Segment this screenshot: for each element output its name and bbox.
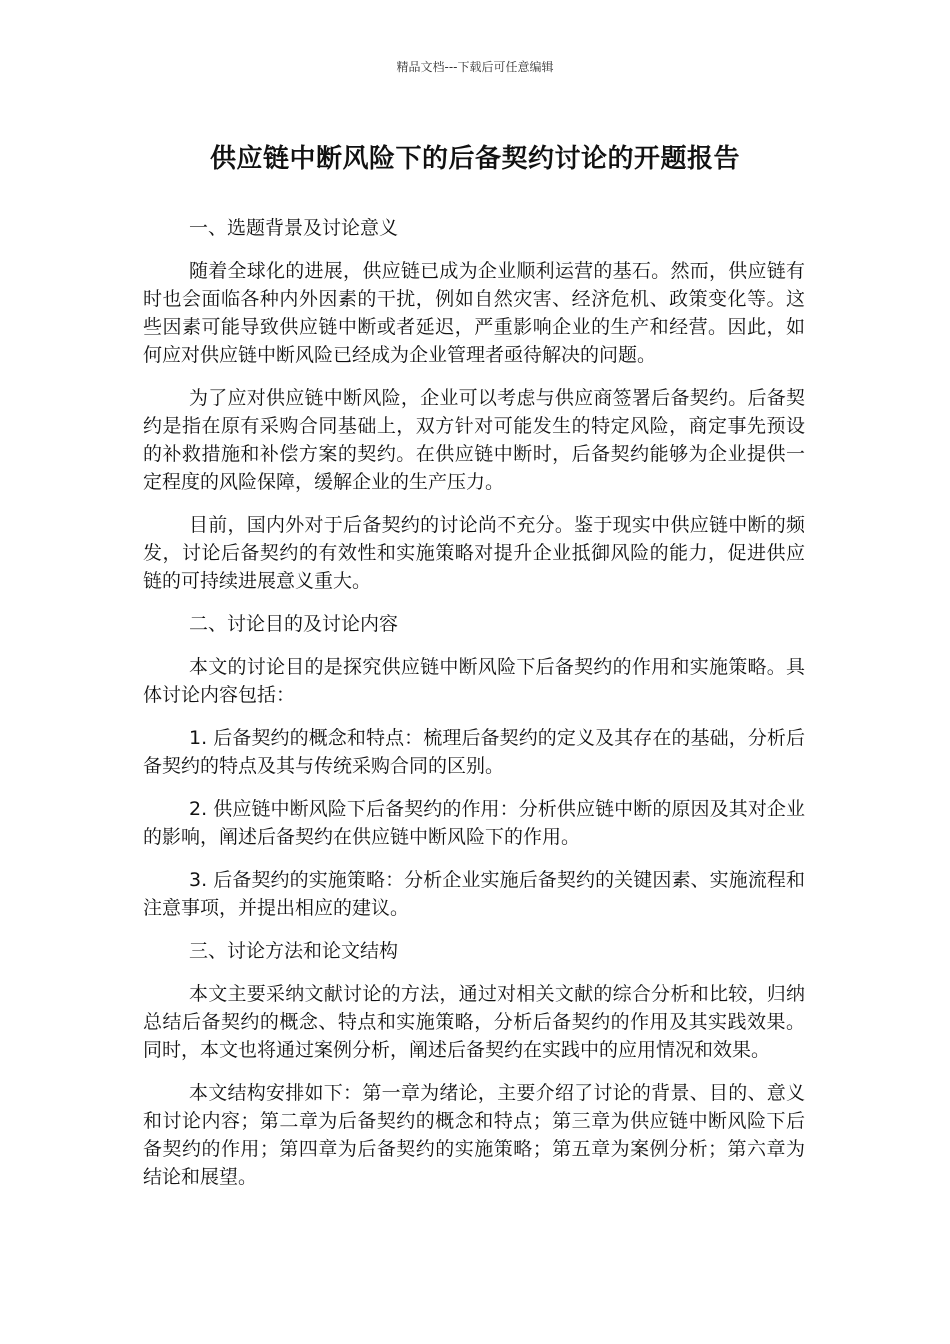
header-note: 精品文档---下载后可任意编辑 [396, 60, 554, 74]
section-background [143, 214, 805, 595]
section-methods [143, 937, 805, 1191]
paragraph: 本文主要采纳文献讨论的方法，通过对相关文献的综合分析和比较，归纳总结后备契约的概念、特点和实施策略，分析后备契约的作用及其实践效果。同时，本文也将通过案例分析，阐述后备契约在实践中的应用情况和效果。 [143, 983, 805, 1061]
paragraph: 本文结构安排如下：第一章为绪论，主要介绍了讨论的背景、目的、意义和讨论内容；第二章为后备契约的概念和特点；第三章为供应链中断风险下后备契约的作用；第四章为后备契约的实施策略；第五章为案例分析；第六章为结论和展望。 [143, 1082, 805, 1188]
list-item: 1. 后备契约的概念和特点：梳理后备契约的定义及其存在的基础，分析后备契约的特点及其与传统采购合同的区别。 [143, 727, 805, 777]
paragraph: 随着全球化的进展，供应链已成为企业顺利运营的基石。然而，供应链有时也会面临各种内外因素的干扰，例如自然灾害、经济危机、政策变化等。这些因素可能导致供应链中断或者延迟，严重影响企业的生产和经营。因此，如何应对供应链中断风险已经成为企业管理者亟待解决的问题。 [143, 260, 805, 366]
section-objectives [143, 610, 805, 922]
paragraph: 本文的讨论目的是探究供应链中断风险下后备契约的作用和实施策略。具体讨论内容包括： [143, 656, 805, 706]
paragraph: 为了应对供应链中断风险，企业可以考虑与供应商签署后备契约。后备契约是指在原有采购合同基础上，双方针对可能发生的特定风险，商定事先预设的补救措施和补偿方案的契约。在供应链中断时，后备契约能够为企业提供一定程度的风险保障，缓解企业的生产压力。 [143, 387, 805, 493]
list-item: 2. 供应链中断风险下后备契约的作用：分析供应链中断的原因及其对企业的影响，阐述后备契约在供应链中断风险下的作用。 [143, 798, 805, 848]
list-item: 3. 后备契约的实施策略：分析企业实施后备契约的关键因素、实施流程和注意事项，并提出相应的建议。 [143, 869, 805, 919]
section-heading: 一、选题背景及讨论意义 [189, 217, 399, 239]
section-heading: 三、讨论方法和论文结构 [189, 940, 399, 962]
document-body [143, 214, 805, 1206]
paragraph: 目前，国内外对于后备契约的讨论尚不充分。鉴于现实中供应链中断的频发，讨论后备契约的有效性和实施策略对提升企业抵御风险的能力，促进供应链的可持续进展意义重大。 [143, 514, 805, 592]
document-title: 供应链中断风险下的后备契约讨论的开题报告 [209, 144, 740, 174]
section-heading: 二、讨论目的及讨论内容 [189, 613, 399, 635]
